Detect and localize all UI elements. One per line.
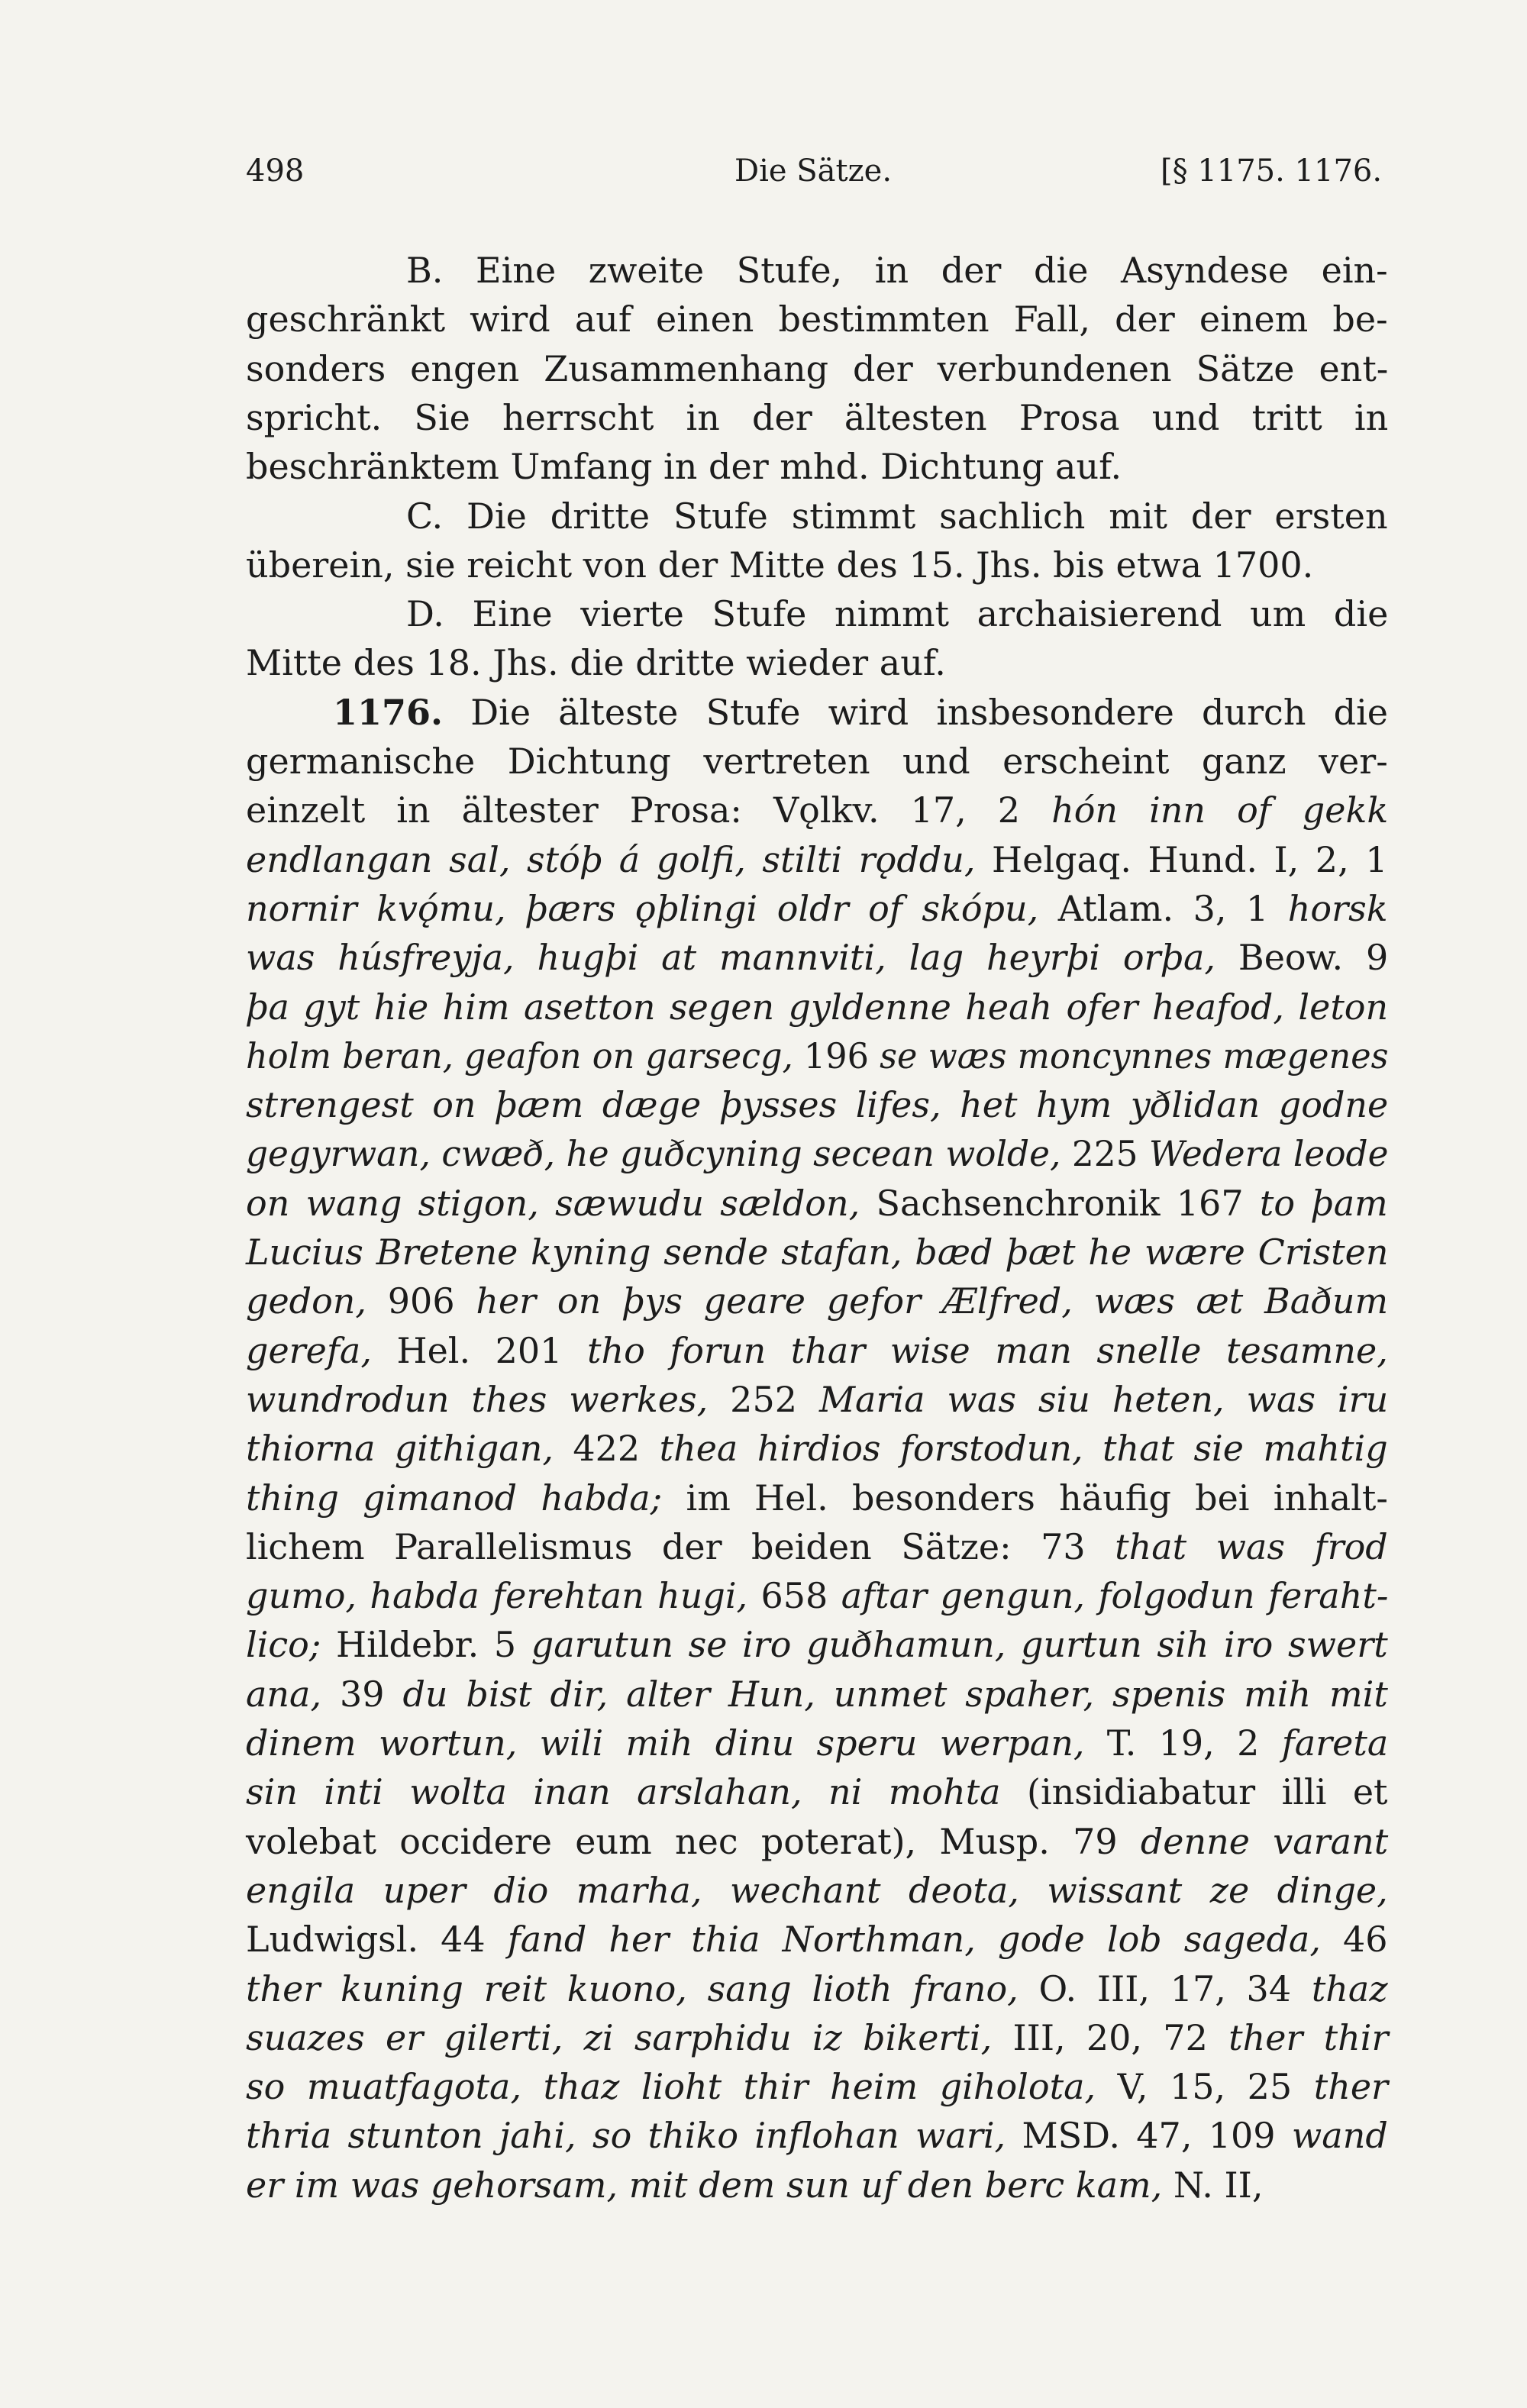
text-run: Die älteste Stufe wird insbesondere durch die (443, 691, 1389, 733)
text-line (246, 393, 1388, 442)
text-line (246, 1571, 1388, 1620)
italic-quotation: thaz (1311, 1967, 1388, 2009)
text-line (246, 2161, 1263, 2209)
italic-quotation: Wedera leode (1148, 1133, 1389, 1175)
text-run: 196 (793, 1035, 880, 1076)
text-line (246, 1719, 1388, 1767)
italic-quotation: on wang stigon, sæwudu sældon, (246, 1182, 860, 1224)
text-run: überein, sie reicht von der Mitte des 15. Jhs. bis etwa 1700. (246, 544, 1314, 586)
italic-quotation: þa gyt hie him asetton segen gyldenne heah ofer heafod, leton (246, 986, 1389, 1028)
text-run: geschränkt wird auf einen bestimmten Fall, der einem be- (246, 299, 1388, 341)
text-line (246, 1326, 1388, 1375)
italic-quotation: gumo, habda ferehtan hugi, (246, 1575, 748, 1617)
text-line (246, 1817, 1388, 1866)
text-run: Hel. 201 (371, 1329, 587, 1371)
italic-quotation: fareta (1281, 1722, 1389, 1764)
text-run: N. II, (1162, 2164, 1264, 2206)
italic-quotation: engila uper dio marha, wechant deota, wissant ze dinge, (246, 1869, 1388, 1911)
italic-quotation: that was frod (1115, 1525, 1388, 1567)
text-line (246, 786, 1388, 834)
text-run: Sachsenchronik 167 (860, 1182, 1260, 1224)
text-line (246, 884, 1388, 933)
italic-quotation: ther kuning reit kuono, sang lioth frano, (246, 1967, 1019, 2009)
italic-quotation: hón inn of gekk (1051, 789, 1389, 831)
italic-quotation: Lucius Bretene kyning sende stafan, bæd þæt he wære Cristen (246, 1231, 1389, 1273)
italic-quotation: so muatfagota, thaz lioht thir heim giholota, (246, 2066, 1096, 2108)
text-line (406, 246, 1388, 295)
italic-quotation: strengest on þæm dæge þysses lifes, het hym yðlidan godne (246, 1084, 1389, 1126)
italic-quotation: was húsfreyja, hugþi at mannviti, lag heyrþi orþa, (246, 937, 1216, 979)
italic-quotation: aftar gengun, folgodun feraht- (841, 1575, 1389, 1617)
italic-quotation: suazes er gilerti, zi sarphidu iz bikerti, (246, 2016, 993, 2058)
text-run: 252 (708, 1378, 819, 1420)
text-line (246, 2111, 1388, 2160)
text-line (246, 1179, 1388, 1228)
italic-quotation: thria stunton jahi, so thiko inflohan wari, (246, 2115, 1006, 2157)
italic-quotation: ther (1313, 2066, 1389, 2108)
text-line (246, 344, 1388, 393)
text-run: V, 15, 25 (1096, 2066, 1314, 2108)
text-line (246, 1474, 1388, 1522)
text-line (246, 933, 1388, 982)
text-run: III, 20, 72 (992, 2016, 1229, 2058)
text-line (246, 1964, 1388, 2013)
text-run: D. Eine vierte Stufe nimmt archaisierend um die (406, 593, 1389, 635)
italic-quotation: nornir kvǫ́mu, þærs ǫþlingi oldr of skópu, (246, 887, 1039, 929)
italic-quotation: du bist dir, alter Hun, unmet spaher, spenis mih mit (402, 1673, 1388, 1715)
section-number: 1176. (333, 691, 444, 733)
text-run: 422 (554, 1428, 660, 1470)
text-run: O. III, 17, 34 (1018, 1967, 1312, 2009)
italic-quotation: denne varant (1140, 1820, 1389, 1862)
italic-quotation: ana, (246, 1673, 322, 1715)
italic-quotation: her on þys geare gefor Ælfred, wæs æt Baðum (476, 1280, 1389, 1322)
text-run: C. Die dritte Stufe stimmt sachlich mit der ersten (406, 495, 1388, 537)
text-line (246, 1915, 1388, 1964)
text-run: im Hel. besonders häufig bei inhalt- (662, 1477, 1388, 1519)
text-line (246, 1767, 1388, 1816)
text-run: Hildebr. 5 (321, 1624, 531, 1666)
text-line (246, 1031, 1388, 1080)
italic-quotation: er im was gehorsam, mit dem sun uf den berc kam, (246, 2164, 1163, 2206)
italic-quotation: holm beran, geafon on garsecg, (246, 1035, 793, 1076)
italic-quotation: gerefa, (246, 1329, 372, 1371)
running-title: Die Sätze. (734, 153, 893, 189)
text-run: (insidiabatur illi et (1000, 1771, 1388, 1813)
italic-quotation: thiorna githigan, (246, 1428, 554, 1470)
italic-quotation: dinem wortun, wili mih dinu speru werpan, (246, 1722, 1085, 1764)
text-line (246, 1620, 1388, 1669)
italic-quotation: horsk (1287, 887, 1388, 929)
text-run: volebat occidere eum nec poterat), Musp. 79 (246, 1820, 1141, 1862)
italic-quotation: thing gimanod habda; (246, 1477, 663, 1519)
text-run: lichem Parallelismus der beiden Sätze: 73 (246, 1525, 1115, 1567)
text-line (246, 835, 1388, 884)
italic-quotation: ther thir (1228, 2016, 1389, 2058)
text-run: sonders engen Zusammenhang der verbundenen Sätze ent- (246, 347, 1389, 389)
text-run: Atlam. 3, 1 (1038, 887, 1288, 929)
text-run: 906 (366, 1280, 476, 1322)
text-run: Mitte des 18. Jhs. die dritte wieder auf. (246, 642, 946, 684)
text-line (246, 2013, 1389, 2062)
text-line (246, 1228, 1388, 1277)
text-line (246, 1375, 1388, 1424)
text-line (246, 1866, 1388, 1915)
text-line (246, 541, 1313, 589)
text-line (246, 1522, 1388, 1571)
text-run: T. 19, 2 (1084, 1722, 1282, 1764)
italic-quotation: wundrodun thes werkes, (246, 1378, 709, 1420)
page-number: 498 (246, 153, 305, 189)
italic-quotation: lico; (246, 1624, 321, 1666)
text-line (246, 737, 1388, 786)
text-line (246, 1670, 1388, 1719)
text-run: 46 (1320, 1919, 1388, 1961)
text-line (333, 688, 1388, 737)
section-reference: [§ 1175. 1176. (1161, 153, 1383, 189)
italic-quotation: wand (1291, 2115, 1388, 2157)
italic-quotation: fand her thia Northman, gode lob sageda, (507, 1919, 1321, 1961)
italic-quotation: Maria was siu heten, was iru (818, 1378, 1389, 1420)
text-run: germanische Dichtung vertreten und erscheint ganz ver- (246, 741, 1388, 782)
italic-quotation: gegyrwan, cwæð, he guðcyning secean wolde, (246, 1133, 1061, 1175)
text-run: beschränktem Umfang in der mhd. Dichtung auf. (246, 446, 1122, 488)
text-line (246, 2062, 1388, 2111)
italic-quotation: to þam (1259, 1182, 1388, 1224)
text-line (246, 295, 1388, 344)
text-run: Ludwigsl. 44 (246, 1919, 508, 1961)
text-run: einzelt in ältester Prosa: Vǫlkv. 17, 2 (246, 789, 1052, 831)
text-run: Helgaq. Hund. I, 2, 1 (975, 838, 1388, 880)
italic-quotation: garutun se iro guðhamun, gurtun sih iro swert (531, 1624, 1388, 1666)
text-run: 225 (1061, 1133, 1149, 1175)
text-line (246, 1080, 1388, 1129)
text-run: Beow. 9 (1215, 937, 1389, 979)
text-line (406, 492, 1388, 541)
text-run: MSD. 47, 109 (1006, 2115, 1292, 2157)
text-line (246, 1424, 1388, 1473)
text-line (246, 638, 946, 687)
text-run: 658 (747, 1575, 841, 1617)
text-line (246, 442, 1122, 491)
text-line (406, 589, 1388, 638)
text-run: 39 (321, 1673, 403, 1715)
text-line (246, 1277, 1388, 1325)
text-run: spricht. Sie herrscht in der ältesten Prosa und tritt in (246, 396, 1389, 438)
text-line (246, 983, 1388, 1031)
italic-quotation: endlangan sal, stóþ á golfi, stilti rǫddu, (246, 838, 976, 880)
text-line (246, 1129, 1388, 1178)
text-run: B. Eine zweite Stufe, in der die Asyndese ein- (406, 250, 1388, 291)
italic-quotation: gedon, (246, 1280, 367, 1322)
italic-quotation: tho forun thar wise man snelle tesamne, (586, 1329, 1388, 1371)
italic-quotation: se wæs moncynnes mægenes (880, 1035, 1389, 1076)
italic-quotation: thea hirdios forstodun, that sie mahtig (659, 1428, 1388, 1470)
italic-quotation: sin inti wolta inan arslahan, ni mohta (246, 1771, 1001, 1813)
